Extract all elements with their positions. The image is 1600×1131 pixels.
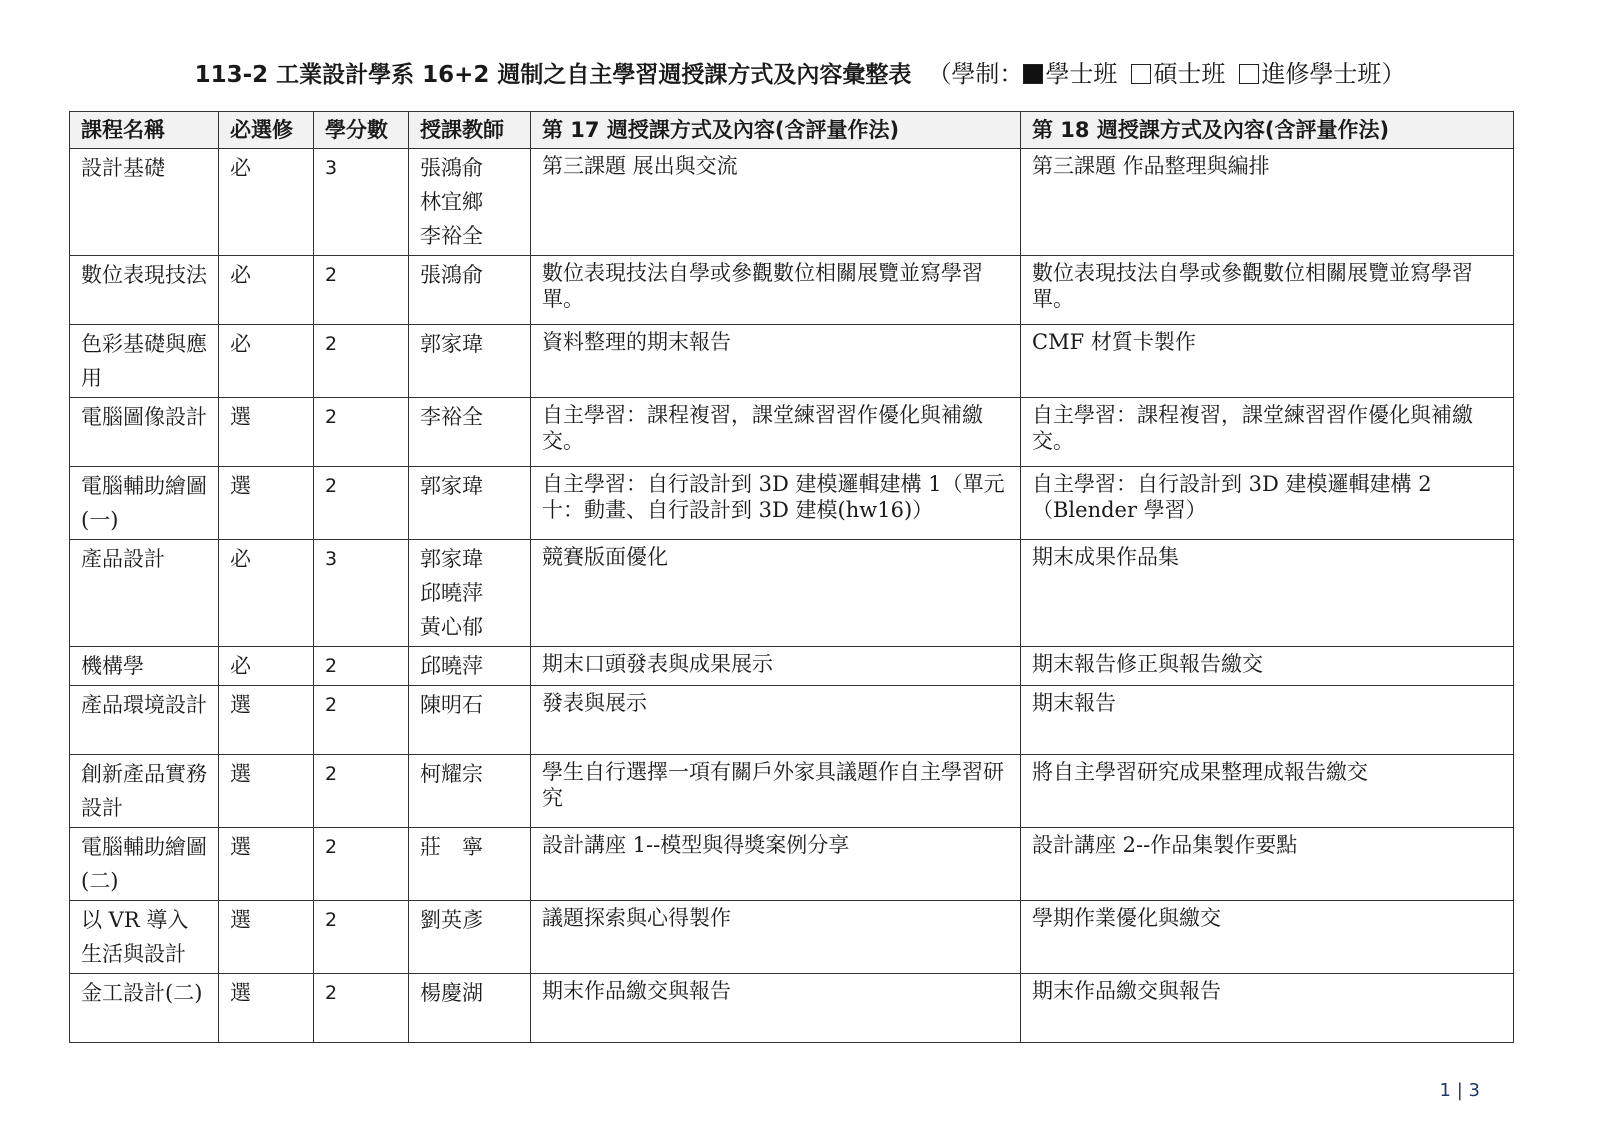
week18-content: 第三課題 作品整理與編排 — [1021, 149, 1514, 256]
table-row — [70, 256, 1514, 325]
table-row — [70, 755, 1514, 828]
course-name: 產品設計 — [70, 540, 219, 647]
course-teachers — [409, 149, 531, 256]
header-week17: 第 17 週授課方式及內容(含評量作法) — [531, 112, 1021, 149]
week18-content: CMF 材質卡製作 — [1021, 325, 1514, 398]
week17-content: 設計講座 1--模型與得獎案例分享 — [531, 828, 1021, 901]
teacher-name: 邱曉萍 — [420, 581, 483, 605]
table-header-row — [70, 112, 1514, 149]
week17-content: 議題探索與心得製作 — [531, 901, 1021, 974]
page-current: 1 — [1439, 1080, 1451, 1101]
table-row — [70, 149, 1514, 256]
week17-content: 期末口頭發表與成果展示 — [531, 647, 1021, 686]
week18-content: 期末報告修正與報告繳交 — [1021, 647, 1514, 686]
course-teachers — [409, 828, 531, 901]
course-type: 必 — [219, 256, 314, 325]
course-table — [69, 111, 1514, 1043]
course-name: 色彩基礎與應用 — [70, 325, 219, 398]
degree-system-selector — [927, 60, 1405, 88]
week17-content: 資料整理的期末報告 — [531, 325, 1021, 398]
header-required-elective: 必選修 — [219, 112, 314, 149]
table-row — [70, 467, 1514, 540]
teacher-name: 郭家瑋 — [420, 332, 483, 356]
document-title: 113-2 工業設計學系 16+2 週制之自主學習週授課方式及內容彙整表 — [194, 62, 912, 88]
teacher-name: 郭家瑋 — [420, 474, 483, 498]
table-row — [70, 647, 1514, 686]
degree-system-open: （學制： — [927, 60, 1024, 88]
table-row — [70, 325, 1514, 398]
course-name: 電腦圖像設計 — [70, 398, 219, 467]
week18-content: 數位表現技法自學或參觀數位相關展覽並寫學習單。 — [1021, 256, 1514, 325]
table-row — [70, 974, 1514, 1043]
course-teachers — [409, 647, 531, 686]
course-type: 選 — [219, 901, 314, 974]
course-type: 選 — [219, 467, 314, 540]
teacher-name: 林宜鄉 — [420, 190, 483, 214]
degree-option-master: 碩士班 — [1153, 60, 1226, 88]
course-type: 必 — [219, 540, 314, 647]
week17-content: 第三課題 展出與交流 — [531, 149, 1021, 256]
teacher-name: 陳明石 — [420, 693, 483, 717]
teacher-name: 劉英彥 — [420, 908, 483, 932]
teacher-name: 張鴻俞 — [420, 263, 483, 287]
course-type: 選 — [219, 398, 314, 467]
teacher-name: 邱曉萍 — [420, 654, 483, 678]
course-teachers — [409, 325, 531, 398]
week18-content: 學期作業優化與繳交 — [1021, 901, 1514, 974]
week18-content: 自主學習：課程複習，課堂練習習作優化與補繳交。 — [1021, 398, 1514, 467]
course-teachers — [409, 256, 531, 325]
header-course-name: 課程名稱 — [70, 112, 219, 149]
week17-content: 學生自行選擇一項有關戶外家具議題作自主學習研究 — [531, 755, 1021, 828]
teacher-name: 李裕全 — [420, 405, 483, 429]
course-type: 選 — [219, 828, 314, 901]
header-credits: 學分數 — [314, 112, 409, 149]
degree-option-bachelor: 學士班 — [1045, 60, 1118, 88]
course-teachers — [409, 755, 531, 828]
teacher-name: 黃心郁 — [420, 615, 483, 639]
teacher-name: 李裕全 — [420, 224, 483, 248]
week17-content: 發表與展示 — [531, 686, 1021, 755]
course-type: 選 — [219, 686, 314, 755]
course-name: 創新產品實務設計 — [70, 755, 219, 828]
course-name: 電腦輔助繪圖(一) — [70, 467, 219, 540]
course-teachers — [409, 540, 531, 647]
checkbox-master-empty-icon — [1131, 64, 1151, 84]
course-type: 必 — [219, 149, 314, 256]
week18-content: 設計講座 2--作品集製作要點 — [1021, 828, 1514, 901]
course-type: 選 — [219, 974, 314, 1043]
teacher-name: 郭家瑋 — [420, 547, 483, 571]
teacher-name: 楊慶湖 — [420, 981, 483, 1005]
course-type: 選 — [219, 755, 314, 828]
week17-content: 數位表現技法自學或參觀數位相關展覽並寫學習單。 — [531, 256, 1021, 325]
page-number — [1440, 1080, 1480, 1101]
page-title — [0, 56, 1600, 93]
teacher-name: 莊 寧 — [420, 835, 483, 859]
course-credits: 2 — [314, 901, 409, 974]
course-credits: 2 — [314, 755, 409, 828]
course-credits: 2 — [314, 325, 409, 398]
course-credits: 2 — [314, 647, 409, 686]
course-credits: 3 — [314, 149, 409, 256]
checkbox-continuing-empty-icon — [1239, 64, 1259, 84]
course-teachers — [409, 901, 531, 974]
table-row — [70, 686, 1514, 755]
course-name: 金工設計(二) — [70, 974, 219, 1043]
week18-content: 期末成果作品集 — [1021, 540, 1514, 647]
week17-content: 自主學習：課程複習，課堂練習習作優化與補繳交。 — [531, 398, 1021, 467]
header-teacher: 授課教師 — [409, 112, 531, 149]
teacher-name: 張鴻俞 — [420, 156, 483, 180]
course-teachers — [409, 686, 531, 755]
table-row — [70, 828, 1514, 901]
course-credits: 2 — [314, 828, 409, 901]
course-type: 必 — [219, 325, 314, 398]
table-row — [70, 901, 1514, 974]
course-name: 設計基礎 — [70, 149, 219, 256]
course-name: 電腦輔助繪圖(二) — [70, 828, 219, 901]
table-row — [70, 398, 1514, 467]
course-teachers — [409, 974, 531, 1043]
course-credits: 2 — [314, 467, 409, 540]
course-credits: 2 — [314, 256, 409, 325]
page-total: 3 — [1468, 1080, 1480, 1101]
course-credits: 3 — [314, 540, 409, 647]
course-name: 機構學 — [70, 647, 219, 686]
header-week18: 第 18 週授課方式及內容(含評量作法) — [1021, 112, 1514, 149]
checkbox-bachelor-checked-icon — [1023, 64, 1043, 84]
course-credits: 2 — [314, 974, 409, 1043]
week18-content: 自主學習：自行設計到 3D 建模邏輯建構 2（Blender 學習） — [1021, 467, 1514, 540]
course-teachers — [409, 398, 531, 467]
course-name: 以 VR 導入生活與設計 — [70, 901, 219, 974]
course-credits: 2 — [314, 398, 409, 467]
week18-content: 期末作品繳交與報告 — [1021, 974, 1514, 1043]
course-credits: 2 — [314, 686, 409, 755]
week18-content: 期末報告 — [1021, 686, 1514, 755]
week17-content: 期末作品繳交與報告 — [531, 974, 1021, 1043]
course-name: 數位表現技法 — [70, 256, 219, 325]
week18-content: 將自主學習研究成果整理成報告繳交 — [1021, 755, 1514, 828]
degree-option-continuing: 進修學士班 — [1261, 60, 1382, 88]
teacher-name: 柯耀宗 — [420, 762, 483, 786]
table-row — [70, 540, 1514, 647]
page-separator: | — [1456, 1080, 1463, 1101]
course-teachers — [409, 467, 531, 540]
course-name: 產品環境設計 — [70, 686, 219, 755]
degree-system-close: ） — [1381, 60, 1406, 88]
week17-content: 自主學習：自行設計到 3D 建模邏輯建構 1（單元十：動畫、自行設計到 3D 建模(hw16)） — [531, 467, 1021, 540]
course-type: 必 — [219, 647, 314, 686]
week17-content: 競賽版面優化 — [531, 540, 1021, 647]
